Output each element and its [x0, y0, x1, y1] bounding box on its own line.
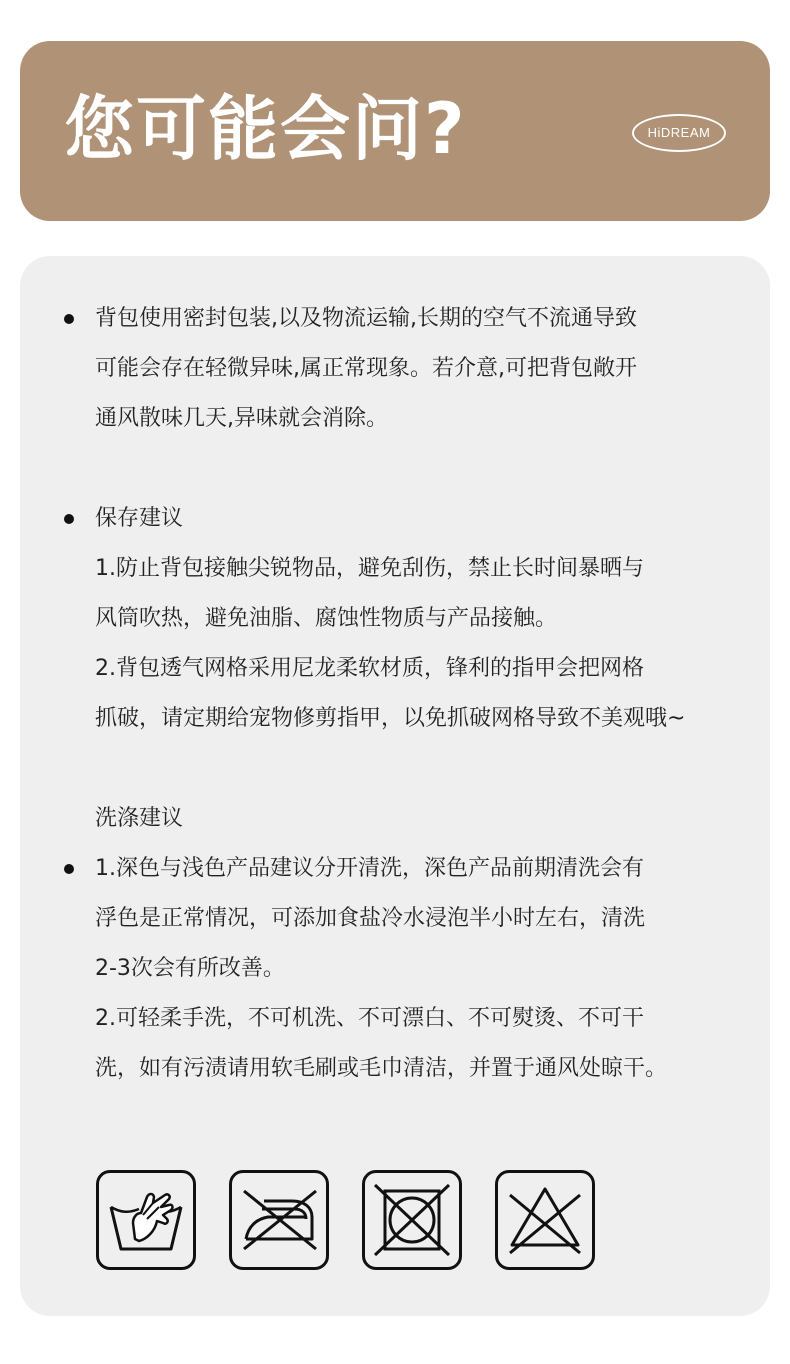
text-line: 洗，如有污渍请用软毛刷或毛巾清洁，并置于通风处晾干。 — [95, 1056, 668, 1081]
text-line: 2.背包透气网格采用尼龙柔软材质，锋利的指甲会把网格 — [95, 656, 644, 681]
text-line: 背包使用密封包装,以及物流运输,长期的空气不流通导致 — [95, 306, 637, 331]
text-line: 2.可轻柔手洗，不可机洗、不可漂白、不可熨烫、不可干 — [95, 1006, 644, 1031]
hand-wash-icon — [96, 1170, 196, 1270]
faq-card — [20, 256, 770, 1316]
text-line: 浮色是正常情况，可添加食盐冷水浸泡半小时左右，清洗 — [95, 906, 646, 931]
no-iron-icon — [229, 1170, 329, 1270]
text-line: 可能会存在轻微异味,属正常现象。若介意,可把背包敞开 — [95, 356, 637, 381]
text-line: 抓破，请定期给宠物修剪指甲，以免抓破网格导致不美观哦~ — [95, 706, 686, 731]
header-banner — [20, 41, 770, 221]
page-title: 您可能会问? — [64, 88, 467, 170]
text-line: 1.深色与浅色产品建议分开清洗，深色产品前期清洗会有 — [95, 856, 644, 881]
bullet-dot — [64, 514, 74, 524]
bullet-dot — [64, 864, 74, 874]
text-line: 1.防止背包接触尖锐物品，避免刮伤，禁止长时间暴晒与 — [95, 556, 644, 581]
text-line: 通风散味几天,异味就会消除。 — [95, 406, 388, 431]
text-line: 2-3次会有所改善。 — [95, 956, 285, 981]
brand-logo: HiDREAM — [632, 114, 726, 152]
section-heading: 保存建议 — [95, 506, 184, 531]
no-tumble-dry-icon — [362, 1170, 462, 1270]
no-bleach-icon — [495, 1170, 595, 1270]
text-line: 风筒吹热，避免油脂、腐蚀性物质与产品接触。 — [95, 606, 558, 631]
section-heading: 洗涤建议 — [95, 806, 184, 831]
bullet-dot — [64, 314, 74, 324]
